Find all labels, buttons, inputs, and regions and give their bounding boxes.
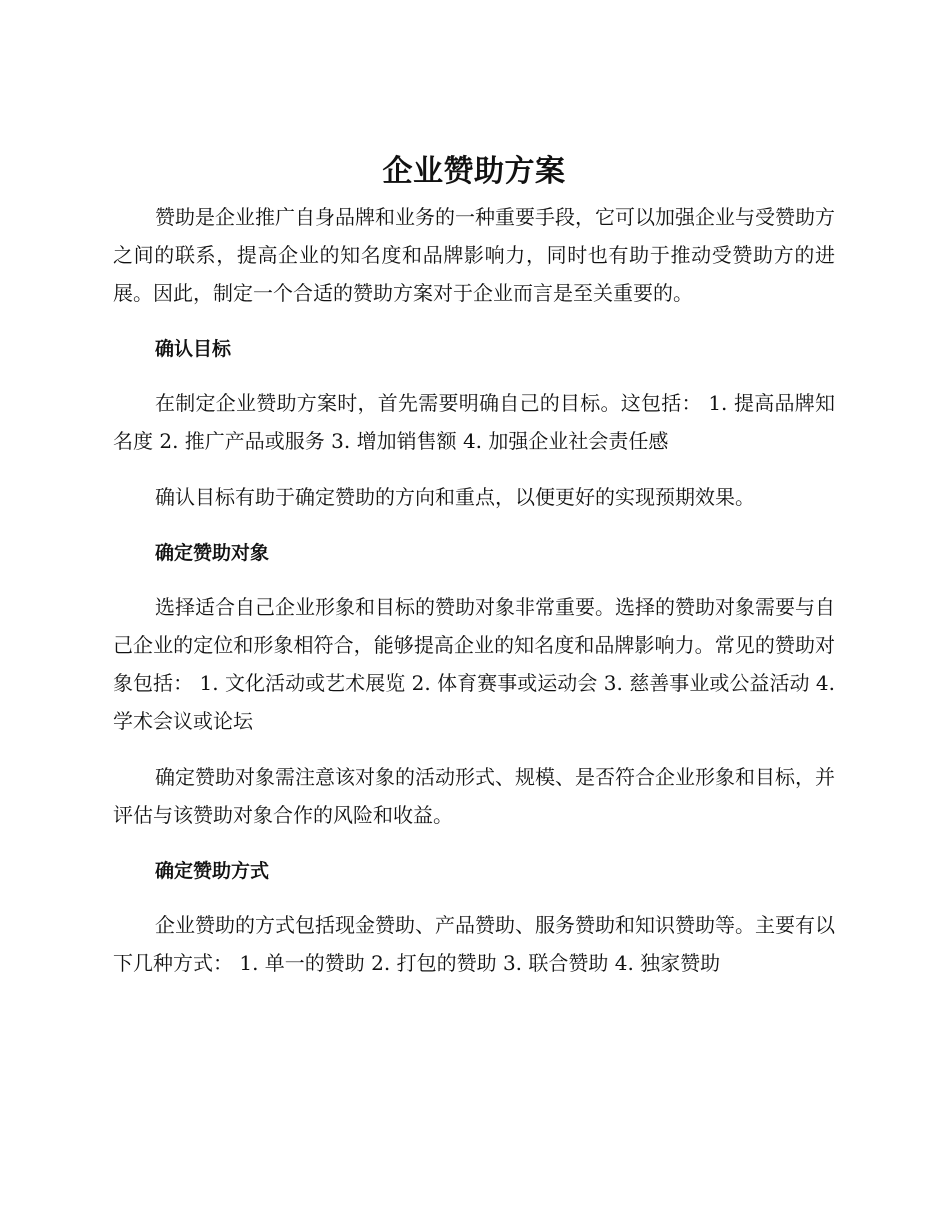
methods-paragraph-1: 企业赞助的方式包括现金赞助、产品赞助、服务赞助和知识赞助等。主要有以下几种方式： 1. 单一的赞助 2. 打包的赞助 3. 联合赞助 4. 独家赞助 bbox=[113, 913, 835, 975]
document-page bbox=[113, 0, 835, 1230]
document-title: 企业赞助方案 bbox=[382, 154, 566, 189]
section-heading-sponsorship-methods: 确定赞助方式 bbox=[155, 860, 270, 882]
section-heading-sponsorship-targets: 确定赞助对象 bbox=[155, 542, 270, 564]
intro-paragraph: 赞助是企业推广自身品牌和业务的一种重要手段，它可以加强企业与受赞助方之间的联系，提高企业的知名度和品牌影响力，同时也有助于推动受赞助方的进展。因此，制定一个合适的赞助方案对于企业而言是至关重要的。 bbox=[113, 205, 835, 305]
goals-paragraph-1: 在制定企业赞助方案时，首先需要明确自己的目标。这包括： 1. 提高品牌知名度 2. 推广产品或服务 3. 增加销售额 4. 加强企业社会责任感 bbox=[113, 391, 835, 453]
section-heading-goals: 确认目标 bbox=[155, 338, 232, 360]
goals-paragraph-2: 确认目标有助于确定赞助的方向和重点，以便更好的实现预期效果。 bbox=[155, 485, 755, 509]
targets-paragraph-1: 选择适合自己企业形象和目标的赞助对象非常重要。选择的赞助对象需要与自己企业的定位和形象相符合，能够提高企业的知名度和品牌影响力。常见的赞助对象包括： 1. 文化活动或艺术展览 2. 体育赛事或运动会 3. 慈善事业或公益活动 4. 学术会议或论坛 bbox=[113, 595, 835, 733]
document-body bbox=[113, 198, 835, 1000]
targets-paragraph-2: 确定赞助对象需注意该对象的活动形式、规模、是否符合企业形象和目标，并评估与该赞助对象合作的风险和收益。 bbox=[113, 765, 835, 827]
